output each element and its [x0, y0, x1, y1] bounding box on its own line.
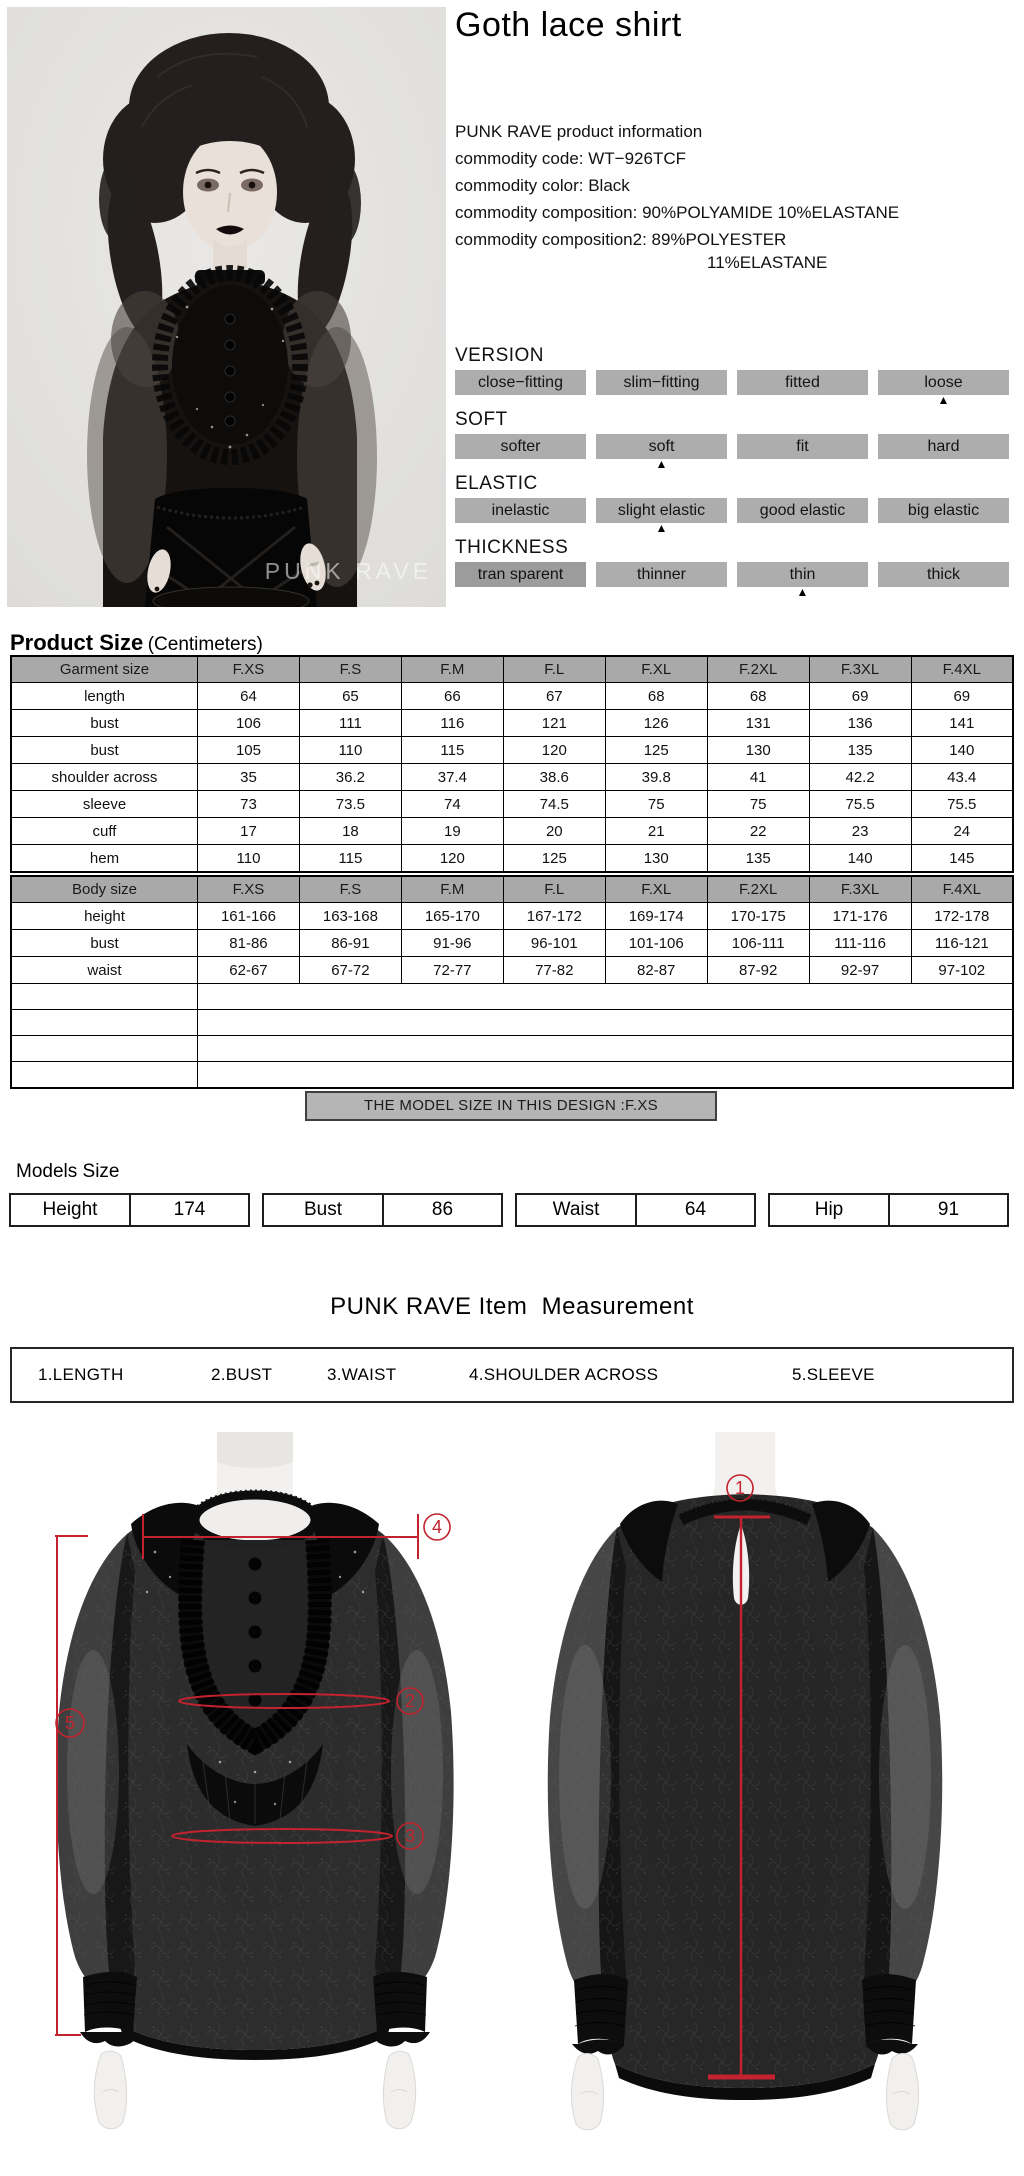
- table-row: [11, 845, 1013, 873]
- cell-value: 140: [911, 737, 1013, 764]
- cell-value: 39.8: [605, 764, 707, 791]
- cell-value: 68: [605, 683, 707, 710]
- cell-value: 145: [911, 845, 1013, 873]
- cell-value: 67-72: [299, 957, 401, 984]
- measurement-item: 2.BUST: [211, 1365, 273, 1384]
- measurement-item: 5.SLEEVE: [792, 1365, 875, 1384]
- empty-row: [11, 1010, 1013, 1036]
- cell-value: 37.4: [401, 764, 503, 791]
- mannequin-hand: [94, 2051, 415, 2129]
- attribute-group-thickness: [455, 537, 1011, 599]
- attribute-option: slim−fitting: [596, 370, 727, 395]
- cell-value: 72-77: [401, 957, 503, 984]
- attribute-option: slight elastic ▲: [596, 498, 727, 523]
- row-label: height: [11, 903, 198, 930]
- model-size-value: 174: [173, 1199, 206, 1220]
- info-value: Black: [588, 176, 630, 195]
- cell-value: 135: [707, 845, 809, 873]
- attribute-group-version: [455, 345, 1011, 407]
- cell-value: 81-86: [198, 930, 300, 957]
- info-value-continued: 11%ELASTANE: [707, 253, 828, 272]
- models-size-row: [9, 1193, 1009, 1227]
- attribute-option: tran sparent: [455, 562, 586, 587]
- row-label: bust: [11, 930, 198, 957]
- attribute-name: THICKNESS: [455, 537, 569, 558]
- selected-arrow-icon: ▲: [655, 457, 668, 471]
- attribute-option: softer: [455, 434, 586, 459]
- cell-value: 106-111: [707, 930, 809, 957]
- cell-value: 101-106: [605, 930, 707, 957]
- cell-value: 69: [911, 683, 1013, 710]
- cell-value: 170-175: [707, 903, 809, 930]
- garment-size-table: [10, 655, 1014, 873]
- cell-value: 111: [299, 710, 401, 737]
- product-info-lines: [455, 145, 899, 273]
- cell-value: 66: [401, 683, 503, 710]
- model-photo-illustration: [7, 7, 446, 607]
- measurement-item: 3.WAIST: [327, 1365, 397, 1384]
- cell-value: 141: [911, 710, 1013, 737]
- table-row: [11, 683, 1013, 710]
- cell-value: 65: [299, 683, 401, 710]
- models-size-title: Models Size: [16, 1161, 120, 1182]
- cell-value: 35: [198, 764, 300, 791]
- column-header: F.XS: [198, 656, 300, 683]
- blouse-front: [56, 1492, 453, 2060]
- cell-value: 105: [198, 737, 300, 764]
- product-info-title: PUNK RAVE product information: [455, 122, 703, 141]
- info-label: commodity composition2:: [455, 230, 652, 249]
- cell-value: 64: [198, 683, 300, 710]
- info-label: commodity code:: [455, 149, 589, 168]
- attribute-option: good elastic: [737, 498, 868, 523]
- table-row: [11, 903, 1013, 930]
- attribute-group-elastic: [455, 473, 1011, 535]
- measurement-legend: [10, 1347, 1014, 1403]
- cell-value: 75.5: [911, 791, 1013, 818]
- attribute-name: ELASTIC: [455, 473, 538, 494]
- info-label: commodity color:: [455, 176, 589, 195]
- empty-row: [11, 1036, 1013, 1062]
- attribute-option: fit: [737, 434, 868, 459]
- table-row: [11, 930, 1013, 957]
- product-size-title: Product Size: [10, 630, 144, 655]
- cell-value: 24: [911, 818, 1013, 845]
- cell-value: 86-91: [299, 930, 401, 957]
- brand-watermark: PUNK RAVE: [264, 558, 432, 584]
- empty-row: [11, 984, 1013, 1010]
- attribute-option: big elastic: [878, 498, 1009, 523]
- row-label: [11, 1062, 198, 1089]
- cell-value: 36.2: [299, 764, 401, 791]
- model-size-label: Bust: [264, 1195, 384, 1225]
- row-label: [11, 1036, 198, 1062]
- cell-value: 97-102: [911, 957, 1013, 984]
- cell-value: 67: [503, 683, 605, 710]
- attribute-options: [455, 434, 1011, 471]
- product-size-heading: [10, 630, 263, 656]
- cell-value: 17: [198, 818, 300, 845]
- bust-annotation-number: 2: [404, 1691, 416, 1711]
- attribute-section: [455, 345, 1011, 601]
- header-row: [11, 656, 1013, 683]
- attribute-options: [455, 498, 1011, 535]
- garment-back-view: [540, 1432, 1000, 2132]
- cell-value: 23: [809, 818, 911, 845]
- cell-value: 140: [809, 845, 911, 873]
- column-header: Body size: [11, 876, 198, 903]
- cell-value: 130: [707, 737, 809, 764]
- row-label: bust: [11, 737, 198, 764]
- cell-value: 82-87: [605, 957, 707, 984]
- annotation-numbers-back: [735, 1478, 745, 1498]
- attribute-option: close−fitting: [455, 370, 586, 395]
- model-size-box-height: [9, 1193, 250, 1227]
- selected-arrow-icon: ▲: [937, 393, 950, 407]
- cell-value: 110: [198, 845, 300, 873]
- model-size-value: 91: [937, 1199, 960, 1220]
- model-size-label: Height: [11, 1195, 131, 1225]
- info-line: [455, 145, 899, 172]
- row-label: length: [11, 683, 198, 710]
- info-line: [455, 199, 899, 226]
- measurement-item: 1.LENGTH: [38, 1365, 124, 1384]
- attribute-options: [455, 370, 1011, 407]
- model-size-box-waist: [515, 1193, 756, 1227]
- cell-value: 75: [707, 791, 809, 818]
- column-header: F.2XL: [707, 876, 809, 903]
- cell-value: 77-82: [503, 957, 605, 984]
- cell-value: 62-67: [198, 957, 300, 984]
- row-label: cuff: [11, 818, 198, 845]
- cell-value: 116: [401, 710, 503, 737]
- cell-value: 120: [401, 845, 503, 873]
- model-size-note: THE MODEL SIZE IN THIS DESIGN :F.XS: [305, 1091, 717, 1121]
- blouse-back: [548, 1494, 943, 2100]
- column-header: F.S: [299, 656, 401, 683]
- cell-value: 110: [299, 737, 401, 764]
- cell-value: 75: [605, 791, 707, 818]
- row-label: [11, 984, 198, 1010]
- column-header: F.XL: [605, 656, 707, 683]
- cell-value: 136: [809, 710, 911, 737]
- row-label: bust: [11, 710, 198, 737]
- model-size-label: Waist: [517, 1195, 637, 1225]
- cell-value: 69: [809, 683, 911, 710]
- cell-value: 73: [198, 791, 300, 818]
- cell-value: 96-101: [503, 930, 605, 957]
- body-size-table: [10, 875, 1014, 1089]
- table-row: [11, 957, 1013, 984]
- waist-annotation-number: 3: [404, 1826, 416, 1846]
- table-row: [11, 737, 1013, 764]
- sleeve-annotation-number: 5: [64, 1713, 76, 1733]
- info-value: WT−926TCF: [588, 149, 687, 168]
- cell-value: 73.5: [299, 791, 401, 818]
- cell-value: 91-96: [401, 930, 503, 957]
- cell-value: 42.2: [809, 764, 911, 791]
- row-label: hem: [11, 845, 198, 873]
- model-size-label: Hip: [770, 1195, 890, 1225]
- product-info: [455, 118, 899, 273]
- cell-value: 126: [605, 710, 707, 737]
- cell-value: 121: [503, 710, 605, 737]
- table-row: [11, 764, 1013, 791]
- cell-value: 38.6: [503, 764, 605, 791]
- header-row: [11, 876, 1013, 903]
- cell-value: 111-116: [809, 930, 911, 957]
- cell-value: 75.5: [809, 791, 911, 818]
- cell-value: [198, 984, 1014, 1010]
- cell-value: 135: [809, 737, 911, 764]
- measurement-item: 4.SHOULDER ACROSS: [469, 1365, 659, 1384]
- info-value: 90%POLYAMIDE 10%ELASTANE: [642, 203, 900, 222]
- model-size-box-bust: [262, 1193, 503, 1227]
- cell-value: 171-176: [809, 903, 911, 930]
- cell-value: 74.5: [503, 791, 605, 818]
- info-line: [455, 226, 899, 253]
- cell-value: 106: [198, 710, 300, 737]
- selected-arrow-icon: ▲: [655, 521, 668, 535]
- attribute-option: thick: [878, 562, 1009, 587]
- cell-value: 18: [299, 818, 401, 845]
- row-label: [11, 1010, 198, 1036]
- attribute-option: thin ▲: [737, 562, 868, 587]
- cell-value: 116-121: [911, 930, 1013, 957]
- cell-value: 125: [503, 845, 605, 873]
- column-header: F.L: [503, 656, 605, 683]
- row-label: shoulder across: [11, 764, 198, 791]
- model-size-box-hip: [768, 1193, 1009, 1227]
- column-header: F.L: [503, 876, 605, 903]
- product-size-subtitle: (Centimeters): [147, 634, 263, 655]
- cell-value: 115: [401, 737, 503, 764]
- cell-value: 74: [401, 791, 503, 818]
- column-header: F.S: [299, 876, 401, 903]
- model-size-value: 86: [431, 1199, 454, 1220]
- cell-value: 130: [605, 845, 707, 873]
- attribute-option: thinner: [596, 562, 727, 587]
- attribute-option: hard: [878, 434, 1009, 459]
- cell-value: 20: [503, 818, 605, 845]
- column-header: F.2XL: [707, 656, 809, 683]
- empty-row: [11, 1062, 1013, 1089]
- product-title: Goth lace shirt: [455, 6, 682, 44]
- column-header: Garment size: [11, 656, 198, 683]
- cell-value: 87-92: [707, 957, 809, 984]
- cell-value: [198, 1010, 1014, 1036]
- cell-value: 125: [605, 737, 707, 764]
- row-label: waist: [11, 957, 198, 984]
- column-header: F.XS: [198, 876, 300, 903]
- cell-value: 115: [299, 845, 401, 873]
- product-model-photo: [7, 7, 446, 607]
- model-size-value: 64: [684, 1199, 707, 1220]
- table-row: [11, 791, 1013, 818]
- cell-value: [198, 1036, 1014, 1062]
- table-row: [11, 818, 1013, 845]
- column-header: F.M: [401, 656, 503, 683]
- column-header: F.XL: [605, 876, 707, 903]
- attribute-name: VERSION: [455, 345, 545, 366]
- cell-value: 169-174: [605, 903, 707, 930]
- column-header: F.4XL: [911, 876, 1013, 903]
- cell-value: 161-166: [198, 903, 300, 930]
- measurement-title: PUNK RAVE Item Measurement: [330, 1293, 694, 1320]
- cell-value: 43.4: [911, 764, 1013, 791]
- length-annotation-number: 1: [734, 1478, 746, 1498]
- attribute-options: [455, 562, 1011, 599]
- column-header: F.3XL: [809, 876, 911, 903]
- column-header: F.M: [401, 876, 503, 903]
- attribute-option: loose ▲: [878, 370, 1009, 395]
- info-value: 89%POLYESTER: [651, 230, 787, 249]
- attribute-option: soft ▲: [596, 434, 727, 459]
- column-header: F.3XL: [809, 656, 911, 683]
- attribute-name: SOFT: [455, 409, 508, 430]
- cell-value: 163-168: [299, 903, 401, 930]
- attribute-option: fitted: [737, 370, 868, 395]
- cell-value: 165-170: [401, 903, 503, 930]
- attribute-option: inelastic: [455, 498, 586, 523]
- info-label: commodity composition:: [455, 203, 643, 222]
- cell-value: 68: [707, 683, 809, 710]
- table-row: [11, 710, 1013, 737]
- attribute-group-soft: [455, 409, 1011, 471]
- cell-value: 120: [503, 737, 605, 764]
- cell-value: 167-172: [503, 903, 605, 930]
- column-header: F.4XL: [911, 656, 1013, 683]
- selected-arrow-icon: ▲: [796, 585, 809, 599]
- row-label: sleeve: [11, 791, 198, 818]
- cell-value: 172-178: [911, 903, 1013, 930]
- cell-value: [198, 1062, 1014, 1089]
- shoulder-annotation-number: 4: [431, 1517, 443, 1537]
- cell-value: 22: [707, 818, 809, 845]
- cell-value: 19: [401, 818, 503, 845]
- cell-value: 131: [707, 710, 809, 737]
- garment-front-view: [35, 1432, 475, 2132]
- info-line: [455, 172, 899, 199]
- cell-value: 92-97: [809, 957, 911, 984]
- cell-value: 21: [605, 818, 707, 845]
- cell-value: 41: [707, 764, 809, 791]
